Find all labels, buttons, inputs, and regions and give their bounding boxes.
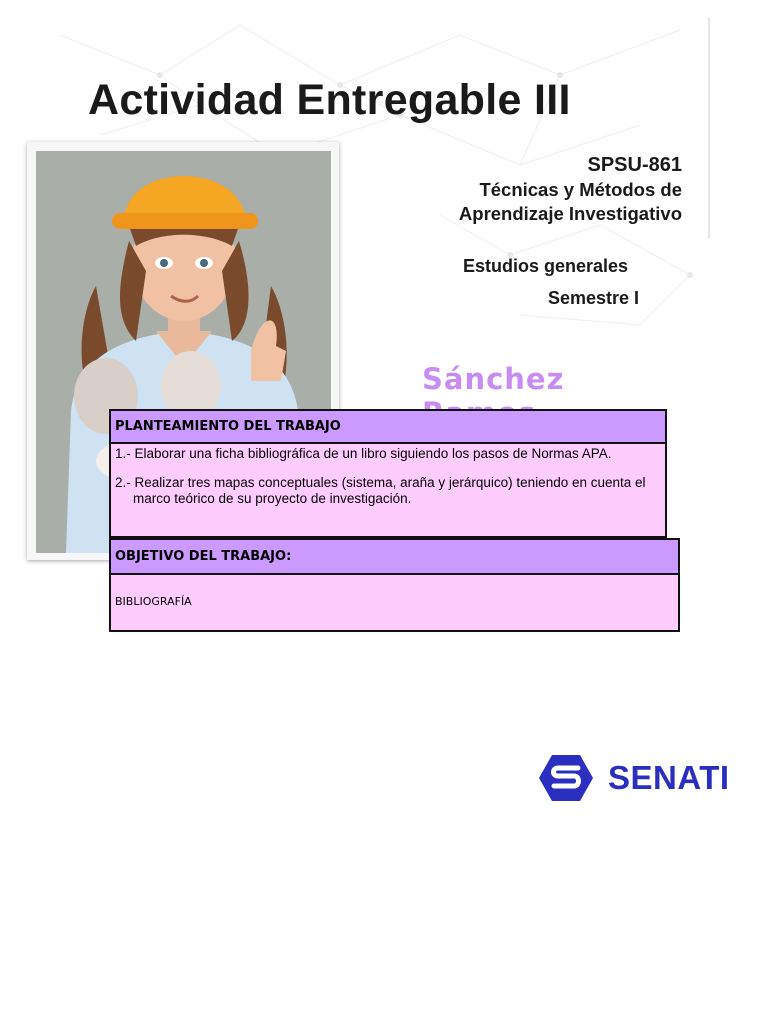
course-name-line1: Técnicas y Métodos de [479,179,682,200]
task-item-2: 2.- Realizar tres mapas conceptuales (sistema, araña y jerárquico) teniendo en cuenta el [115,475,646,490]
objetivo-body: BIBLIOGRAFÍA [111,575,678,630]
course-code: SPSU-861 [587,154,682,176]
objetivo-table [109,538,680,632]
planteamiento-header: PLANTEAMIENTO DEL TRABAJO [111,411,665,444]
semester-label: Semestre I [548,288,640,308]
senati-logo [498,745,736,815]
senati-logo-text: SENATI [608,759,730,796]
document-title: Actividad Entregable III [88,76,571,124]
senati-logo-icon [538,753,594,803]
course-name-line2: Aprendizaje Investigativo [458,203,682,224]
planteamiento-body [111,444,665,536]
task-item-2-continuation: marco teórico de su proyecto de investigación. [133,491,412,506]
task-item-1: 1.- Elaborar una ficha bibliográfica de un libro siguiendo los pasos de Normas APA. [115,446,612,461]
planteamiento-table [109,409,667,538]
objetivo-header: OBJETIVO DEL TRABAJO: [111,540,678,575]
course-info [459,152,682,226]
author-name: Sánchez [422,362,565,396]
studies-label: Estudios generales [463,256,629,276]
decorative-divider [708,18,710,238]
